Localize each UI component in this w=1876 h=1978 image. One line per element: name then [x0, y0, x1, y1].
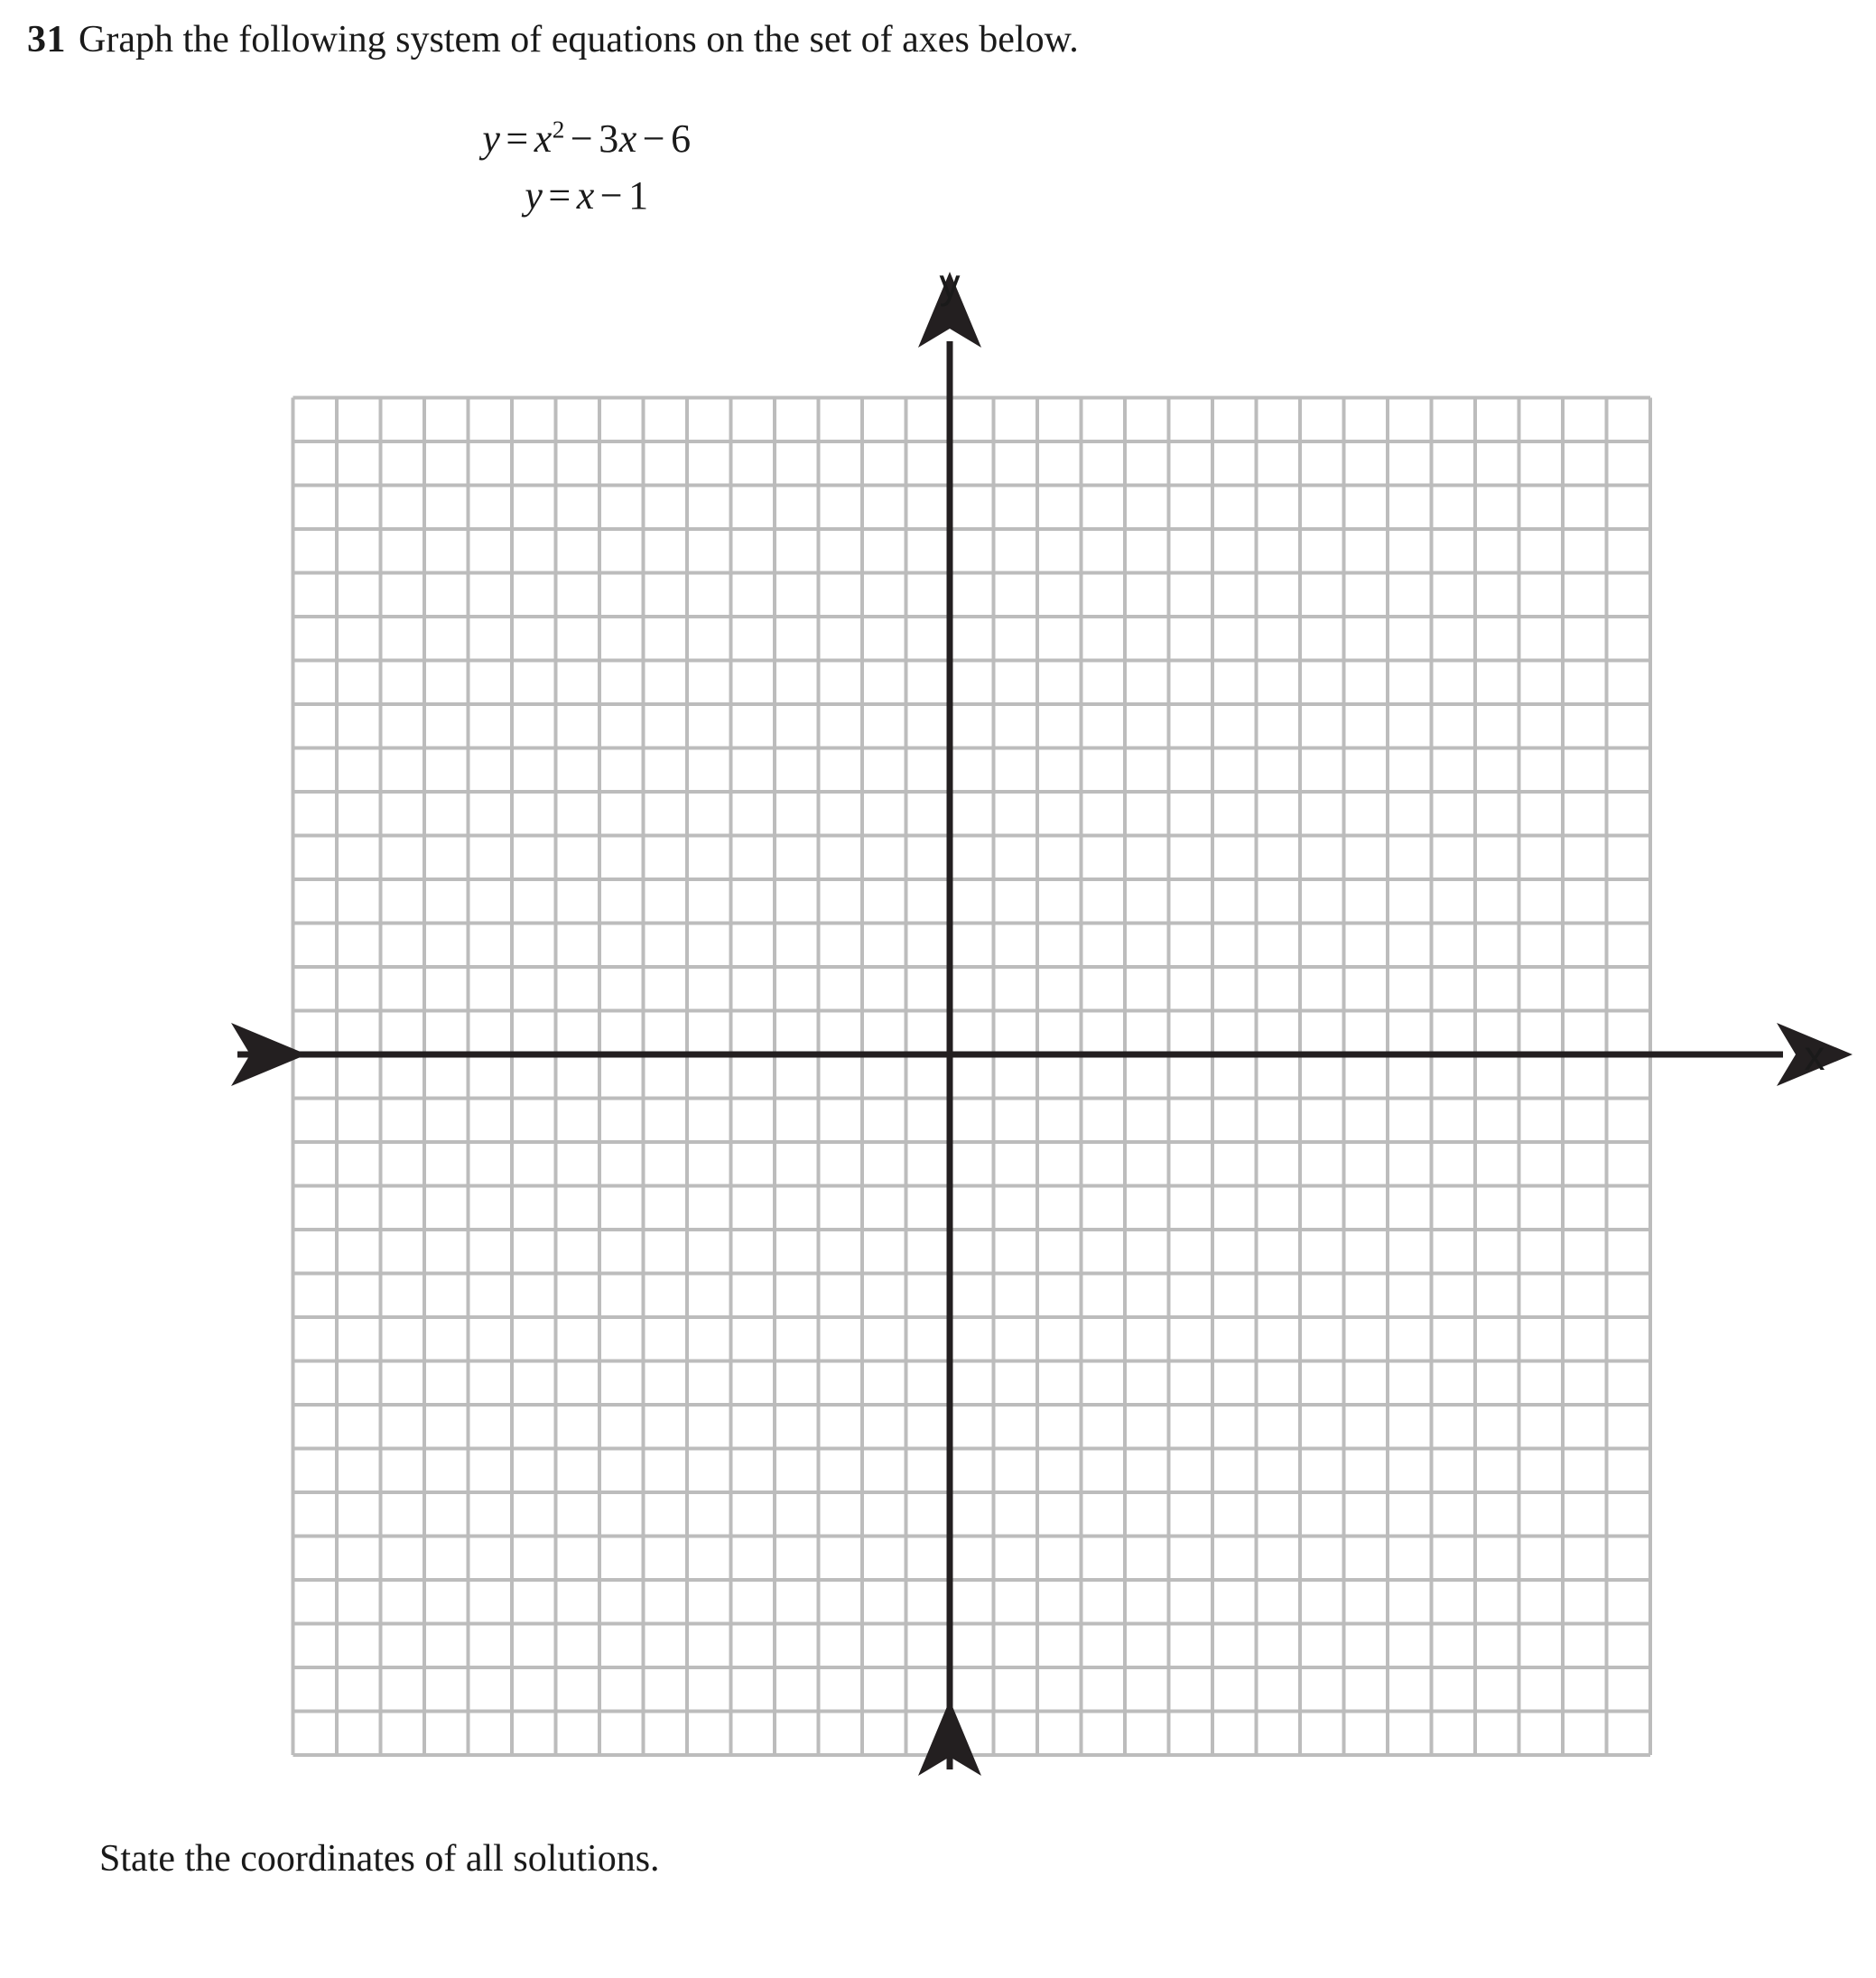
- equation-quadratic-op2: −: [642, 116, 666, 161]
- equation-linear: [0, 170, 1174, 221]
- question-prompt: [27, 16, 1742, 64]
- coordinate-plane-svg[interactable]: [0, 271, 1876, 1824]
- equation-linear-op1: −: [599, 173, 624, 218]
- equation-quadratic-term1-var: x: [534, 116, 553, 161]
- y-axis-label: y: [939, 271, 961, 307]
- equation-linear-term1-var: x: [576, 173, 595, 218]
- equation-quadratic-term2-var: x: [618, 116, 637, 161]
- question-text: Graph the following system of equations on the set of axes below.: [79, 19, 1079, 60]
- equation-quadratic: [0, 113, 1174, 164]
- equation-linear-term2: 1: [628, 173, 649, 218]
- equation-quadratic-term3: 6: [671, 116, 692, 161]
- grid-lines: [293, 398, 1651, 1756]
- footer-prompt: State the coordinates of all solutions.: [99, 1838, 660, 1880]
- equation-quadratic-lhs: y: [482, 116, 501, 161]
- equation-linear-lhs: y: [525, 173, 543, 218]
- equation-linear-relation: =: [548, 173, 571, 218]
- equation-quadratic-op1: −: [570, 116, 594, 161]
- equation-quadratic-exponent: 2: [552, 116, 565, 144]
- coordinate-grid-figure: [0, 271, 1876, 1824]
- x-axis-label: x: [1804, 1032, 1825, 1079]
- question-number: 31: [27, 19, 66, 60]
- equation-quadratic-relation: =: [506, 116, 529, 161]
- equation-quadratic-term2-coefficient: 3: [599, 116, 619, 161]
- equation-block: [0, 113, 1174, 221]
